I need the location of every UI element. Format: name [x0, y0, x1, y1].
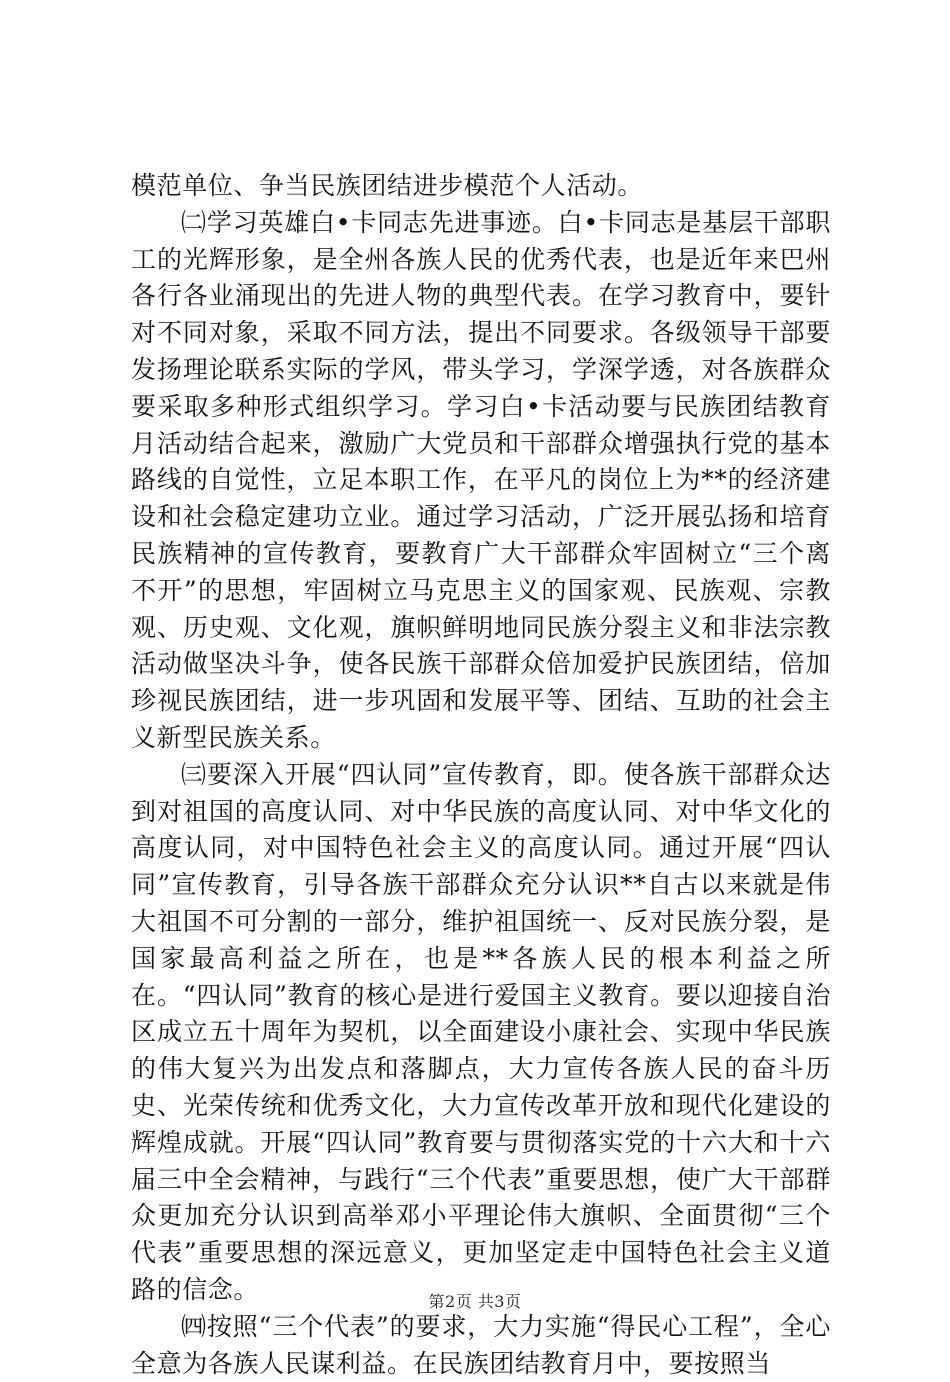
paragraph-section-4: ㈣按照“三个代表”的要求，大力实施“得民心工程”，全心全意为各族人民谋利益。在民族团结教育月中，要按照当: [131, 1311, 831, 1378]
paragraph-section-3: ㈢要深入开展“四认同”宣传教育，即。使各族干部群众达到对祖国的高度认同、对中华民族的高度认同、对中华文化的高度认同，对中国特色社会主义的高度认同。通过开展“四认同”宣传教育，引导各族干部群众充分认识**自古以来就是伟大祖国不可分割的一部分，维护祖国统一、反对民族分裂，是国家最高利益之所在，也是**各族人民的根本利益之所在。“四认同”教育的核心是进行爱国主义教育。要以迎接自治区成立五十周年为契机，以全面建设小康社会、实现中华民族的伟大复兴为出发点和落脚点，大力宣传各族人民的奋斗历史、光荣传统和优秀文化，大力宣传改革开放和现代化建设的辉煌成就。开展“四认同”教育要与贯彻落实党的十六大和十六届三中全会精神，与践行“三个代表”重要思想，使广大干部群众更加充分认识到高举邓小平理论伟大旗帜、全面贯彻“三个代表”重要思想的深远意义，更加坚定走中国特色社会主义道路的信念。: [131, 759, 831, 1304]
paragraph-continuation: 模范单位、争当民族团结进步模范个人活动。: [131, 171, 644, 200]
document-body: [131, 168, 831, 1382]
paragraph-section-2: ㈡学习英雄白•卡同志先进事迹。白•卡同志是基层干部职工的光辉形象，是全州各族人民的优秀代表，也是近年来巴州各行各业涌现出的先进人物的典型代表。在学习教育中，要针对不同对象，采取不同方法，提出不同要求。各级领导干部要发扬理论联系实际的学风，带头学习，学深学透，对各族群众要采取多种形式组织学习。学习白•卡活动要与民族团结教育月活动结合起来，激励广大党员和干部群众增强执行党的基本路线的自觉性，立足本职工作，在平凡的岗位上为**的经济建设和社会稳定建功立业。通过学习活动，广泛开展弘扬和培育民族精神的宣传教育，要教育广大干部群众牢固树立“三个离不开”的思想，牢固树立马克思主义的国家观、民族观、宗教观、历史观、文化观，旗帜鲜明地同民族分裂主义和非法宗教活动做坚决斗争，使各民族干部群众倍加爱护民族团结，倍加珍视民族团结，进一步巩固和发展平等、团结、互助的社会主义新型民族关系。: [131, 207, 831, 752]
page-number-footer: 第2页 共3页: [428, 1292, 522, 1311]
